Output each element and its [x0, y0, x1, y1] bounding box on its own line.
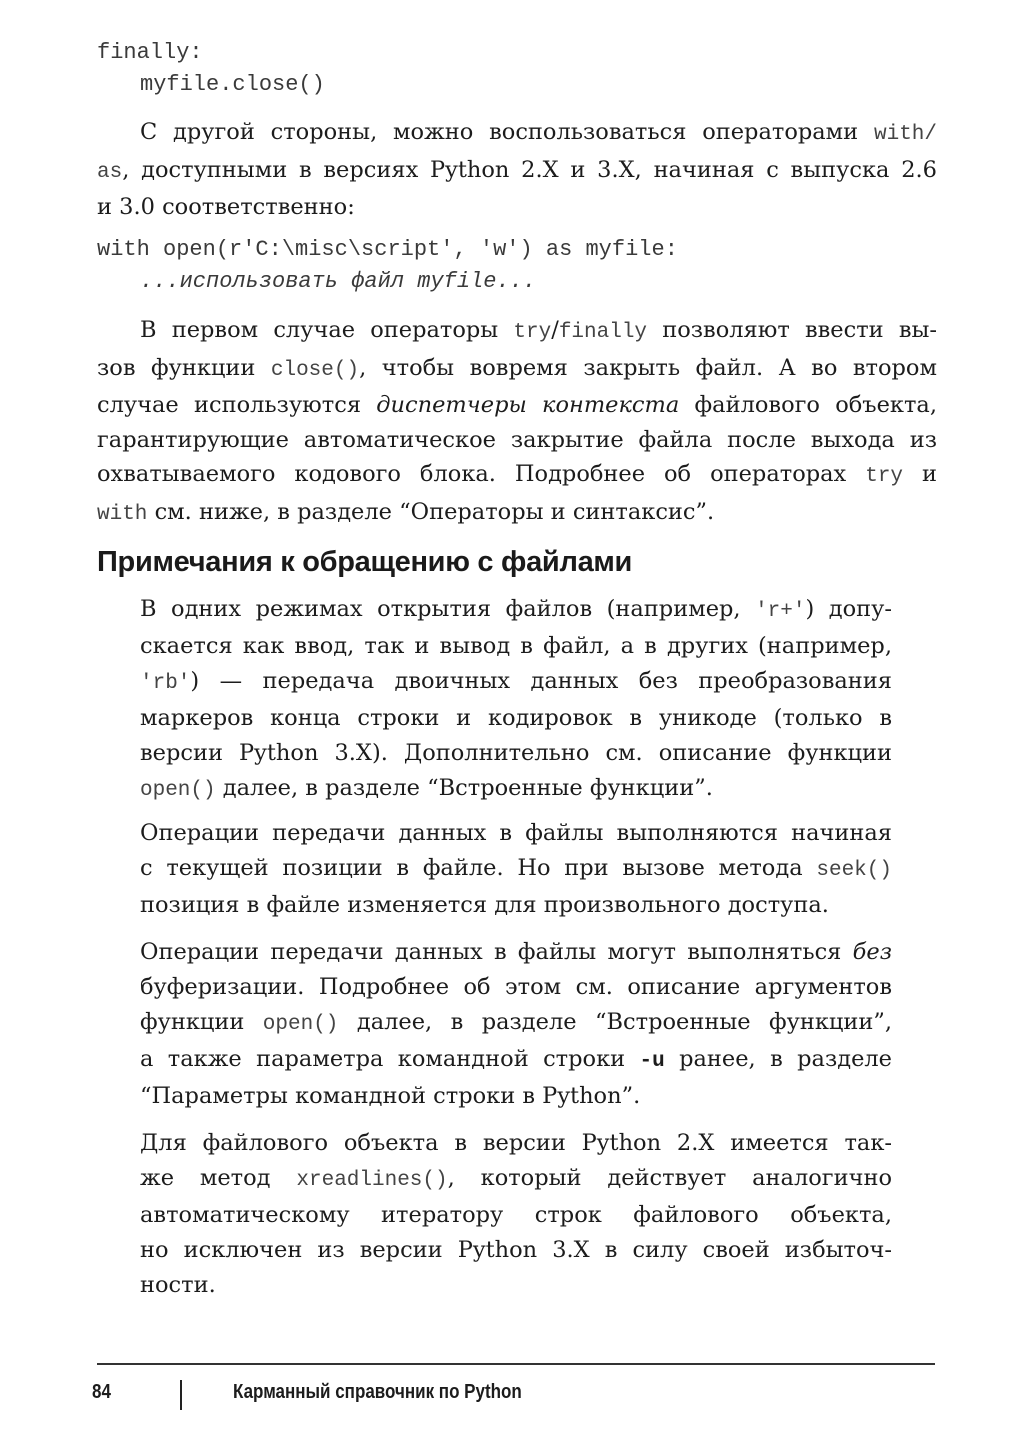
- code-line-finally: finally:: [97, 40, 203, 65]
- code-line-use-file: ...использовать файл myfile...: [140, 269, 537, 294]
- text: ) допу-: [805, 596, 892, 622]
- running-footer-title: Карманный справочник по Python: [233, 1381, 522, 1403]
- code-line-with-open: with open(r'C:\misc\script', 'w') as myfile:: [97, 237, 678, 262]
- text: далее, в разделе “Встроенные функции”.: [215, 775, 713, 801]
- code-line-close: myfile.close(): [140, 72, 325, 97]
- text: функции: [140, 1009, 263, 1035]
- text: буферизации. Подробнее об этом см. описание аргументов: [140, 974, 892, 1000]
- text: и: [903, 461, 937, 487]
- footer-rule: [97, 1363, 935, 1365]
- page-number: 84: [92, 1381, 111, 1403]
- text: же метод: [140, 1165, 297, 1191]
- inline-code: xreadlines(): [296, 1169, 448, 1192]
- text: автоматическому итератору строк файлового объекта,: [140, 1202, 892, 1228]
- inline-code: try: [865, 465, 904, 488]
- text: случае используются: [97, 392, 377, 418]
- inline-code: seek(): [816, 859, 892, 882]
- text: далее, в разделе “Встроенные функции”,: [338, 1009, 892, 1035]
- paragraph-with-as: [97, 115, 937, 225]
- text: охватываемого кодового блока. Подробнее об операторах: [97, 461, 866, 487]
- text: с текущей позиции в файле. Но при вызове метода: [140, 855, 817, 881]
- text: ранее, в разделе: [664, 1046, 892, 1072]
- inline-code: 'rb': [140, 672, 191, 695]
- inline-code: as: [97, 160, 123, 184]
- text: ности.: [140, 1272, 216, 1298]
- text: и 3.0 соответственно:: [97, 194, 355, 220]
- text: см. ниже, в разделе “Операторы и синтаксис”.: [147, 498, 715, 525]
- inline-code: try: [513, 321, 552, 344]
- text: файлового объекта,: [679, 392, 937, 418]
- text: зов функции: [97, 354, 271, 381]
- text: , который действует аналогично: [447, 1165, 892, 1191]
- inline-code: close(): [270, 358, 360, 382]
- text: В одних режимах открытия файлов (например,: [140, 596, 756, 622]
- text: Операции передачи данных в файлы могут выполняться: [140, 939, 853, 965]
- text: , доступными в версиях Python 2.X и 3.X, начиная с выпуска 2.6: [122, 156, 937, 183]
- inline-code: with/: [873, 123, 937, 146]
- note-xreadlines: [140, 1126, 892, 1303]
- section-heading: Примечания к обращению с файлами: [97, 546, 633, 578]
- text: гарантирующие автоматическое закрытие файла после выхода из: [97, 426, 937, 453]
- inline-code: with: [97, 502, 148, 526]
- inline-code: finally: [558, 321, 648, 344]
- text: Операции передачи данных в файлы выполняются начиная: [140, 820, 892, 846]
- emphasis: без: [852, 939, 892, 965]
- footer-separator: [180, 1380, 182, 1410]
- text: ) — передача двоичных данных без преобразования: [190, 668, 892, 694]
- text: маркеров конца строки и кодировок в уникоде (только в: [140, 705, 892, 731]
- text: позволяют ввести вы-: [647, 317, 937, 343]
- text: а также параметра командной строки: [140, 1046, 640, 1072]
- inline-code: open(): [262, 1013, 339, 1036]
- note-file-position: [140, 816, 892, 923]
- text: С другой стороны, можно воспользоваться операторами: [140, 119, 874, 145]
- text: В первом случае операторы: [140, 317, 514, 343]
- text: Для файлового объекта в версии Python 2.X имеется так-: [140, 1130, 892, 1156]
- note-file-modes: [140, 592, 892, 808]
- inline-code: open(): [140, 779, 216, 802]
- text: , чтобы вовремя закрыть файл. А во втором: [359, 354, 937, 381]
- text: но исключен из версии Python 3.X в силу своей избыточ-: [140, 1237, 892, 1263]
- text: “Параметры командной строки в Python”.: [140, 1083, 641, 1109]
- inline-code: 'r+': [755, 600, 806, 623]
- emphasis: диспетчеры контекста: [376, 392, 680, 418]
- text: позиция в файле изменяется для произвольного доступа.: [140, 892, 829, 918]
- inline-code: -u: [639, 1050, 665, 1073]
- note-buffering: [140, 935, 892, 1114]
- text: версии Python 3.X). Дополнительно см. описание функции: [140, 740, 892, 766]
- text: /: [551, 317, 559, 343]
- text: скается как ввод, так и вывод в файл, а в других (например,: [140, 633, 892, 659]
- paragraph-context-managers: [97, 313, 937, 532]
